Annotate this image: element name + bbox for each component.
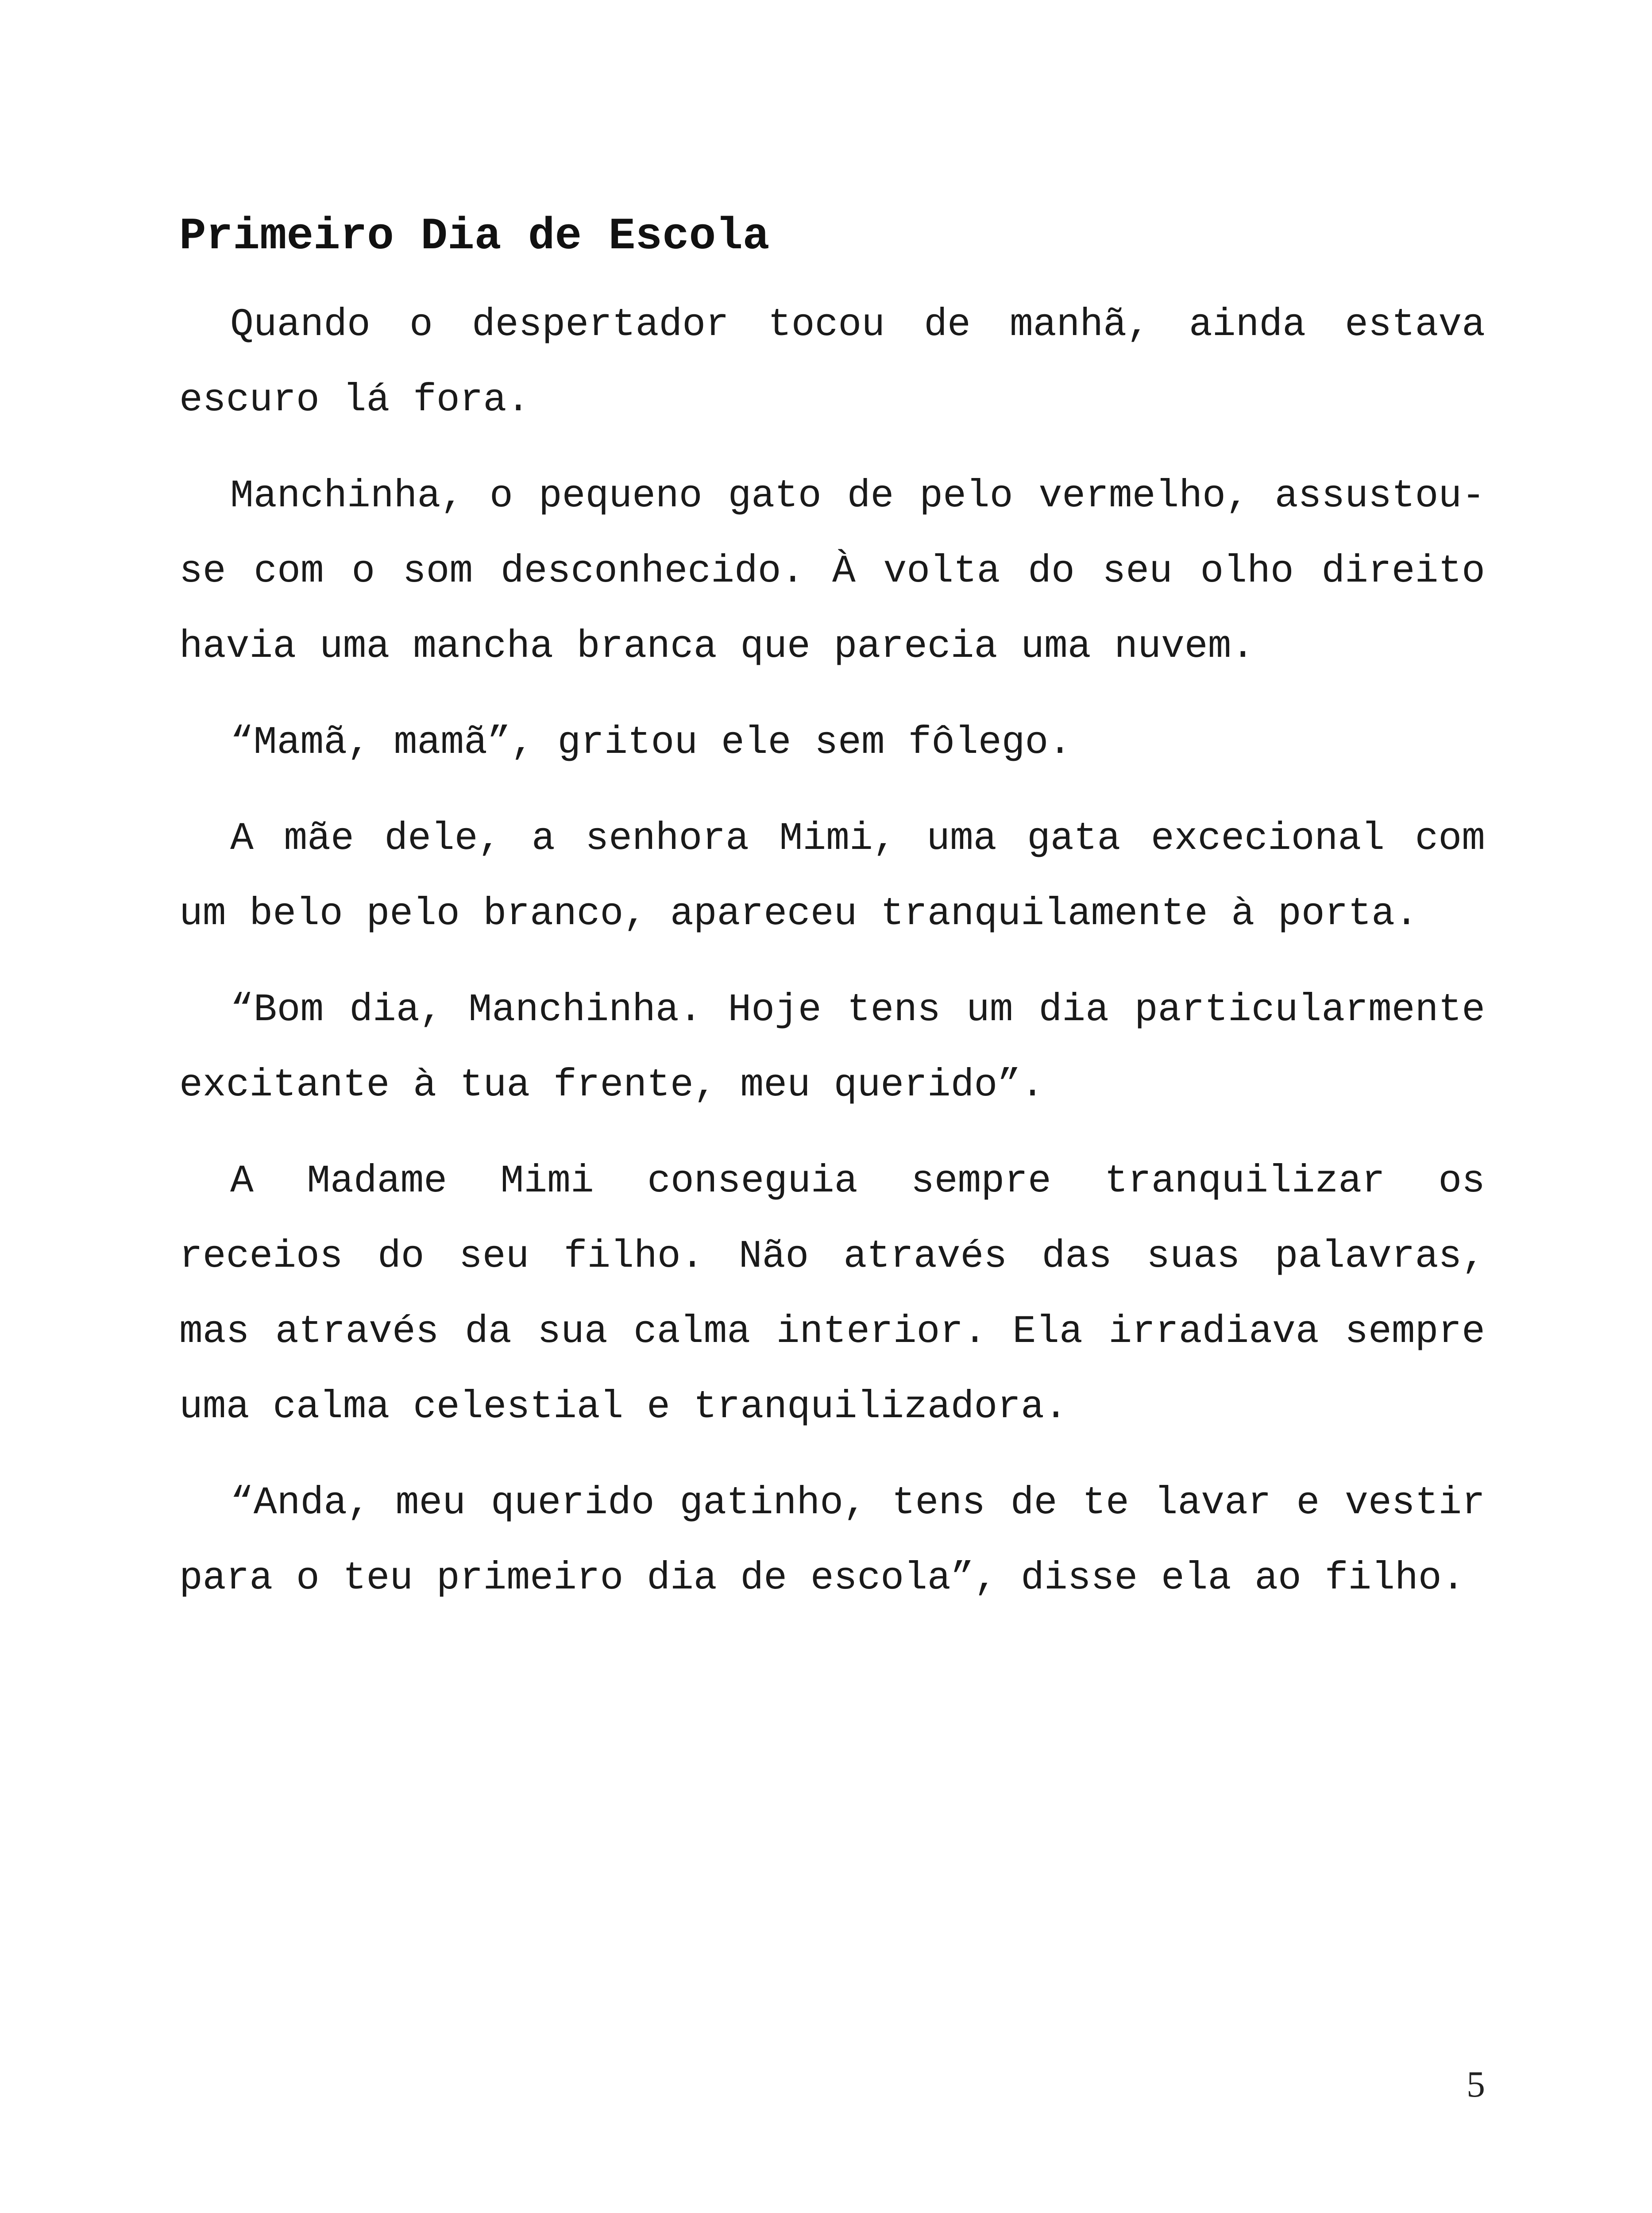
paragraph: A mãe dele, a senhora Mimi, uma gata excecional com um belo pelo branco, apareceu tranquilamente à porta. (179, 817, 1485, 936)
paragraph: Quando o despertador tocou de manhã, ainda estava escuro lá fora. (179, 303, 1485, 422)
paragraph: “Anda, meu querido gatinho, tens de te lavar e vestir para o teu primeiro dia de escola”, disse ela ao filho. (179, 1481, 1485, 1600)
paragraph: “Mamã, mamã”, gritou ele sem fôlego. (230, 721, 1072, 765)
paragraph: Manchinha, o pequeno gato de pelo vermelho, assustou-se com o som desconhecido. À volta do seu olho direito havia uma mancha branca que parecia uma nuvem. (179, 474, 1485, 669)
paragraph: A Madame Mimi conseguia sempre tranquilizar os receios do seu filho. Não através das suas palavras, mas através da sua calma interior. Ela irradiava sempre uma calma celestial e tranquilizadora. (179, 1160, 1485, 1429)
page-content (179, 212, 1485, 1637)
paragraph: “Bom dia, Manchinha. Hoje tens um dia particularmente excitante à tua frente, meu querido”. (179, 988, 1485, 1107)
page-number: 5 (1467, 2064, 1485, 2105)
chapter-title: Primeiro Dia de Escola (179, 212, 770, 262)
